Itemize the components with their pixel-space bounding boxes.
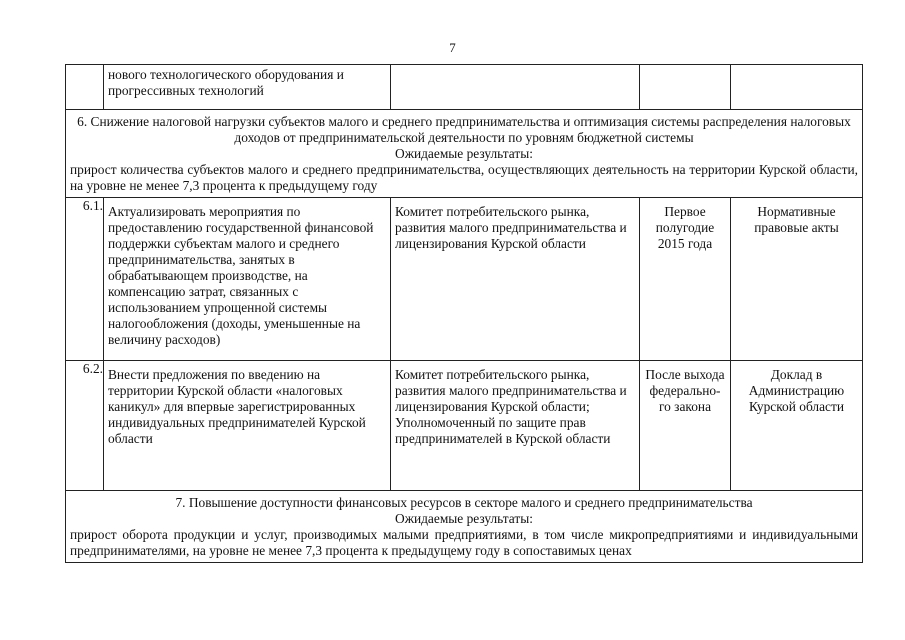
table-row (66, 361, 863, 491)
expected-results-label: Ожидаемые результаты: (395, 511, 533, 526)
expected-results-label: Ожидаемые результаты: (395, 146, 533, 161)
expected-results-text: прирост оборота продукции и услуг, производимых малыми предприятиями, в том числе микропредприятиями и индивидуальными предпринимателями, на уровне не менее 7,3 процента к предыдущему году в сопоставимых ценах (70, 527, 858, 558)
row-number: 6.1. (66, 198, 104, 361)
action-cell: Внести предложения по введению на территории Курской области «налоговых каникул» для впервые зарегистрированных индивидуальных предпринимателей Курской области (104, 361, 391, 491)
action-cell: Актуализировать мероприятия по предоставлению государственной финансовой поддержки субъектам малого и среднего предпринимательства, занятых в обрабатывающем производстве, на компенсацию затрат, связанных с использованием упрощенной системы налогообложения (доходы, уменьшенные на величину расходов) (104, 198, 391, 361)
result-cell: Доклад в Администрацию Курской области (731, 361, 863, 491)
section-row-7 (66, 491, 863, 563)
row-number: 6.2. (66, 361, 104, 491)
deadline-cell: Первое полугодие 2015 года (640, 198, 731, 361)
section-title: 7. Повышение доступности финансовых ресурсов в секторе малого и среднего предпринимательства (175, 495, 753, 510)
action-cell: нового технологического оборудования и прогрессивных технологий (104, 65, 391, 110)
expected-results-text: прирост количества субъектов малого и среднего предпринимательства, осуществляющих деятельность на территории Курской области, на уровне не менее 7,3 процента к предыдущему году (70, 162, 858, 193)
deadline-cell (640, 65, 731, 110)
section-row-6 (66, 110, 863, 198)
result-cell: Нормативные правовые акты (731, 198, 863, 361)
section-title: 6. Снижение налоговой нагрузки субъектов малого и среднего предпринимательства и оптимизация системы распределения налоговых доходов от предпринимательской деятельности по уровням бюджетной системы (77, 114, 851, 145)
responsible-cell: Комитет потребительского рынка, развития малого предпринимательства и лицензирования Курской области (391, 198, 640, 361)
number-cell (66, 65, 104, 110)
responsible-cell (391, 65, 640, 110)
deadline-cell: После выхода федерально-го закона (640, 361, 731, 491)
page-number: 7 (449, 40, 456, 55)
action-plan-table (65, 64, 863, 563)
result-cell (731, 65, 863, 110)
responsible-cell: Комитет потребительского рынка, развития малого предпринимательства и лицензирования Курской области; Уполномоченный по защите прав предпринимателей в Курской области (391, 361, 640, 491)
table-row-continuation (66, 65, 863, 110)
table-row (66, 198, 863, 361)
